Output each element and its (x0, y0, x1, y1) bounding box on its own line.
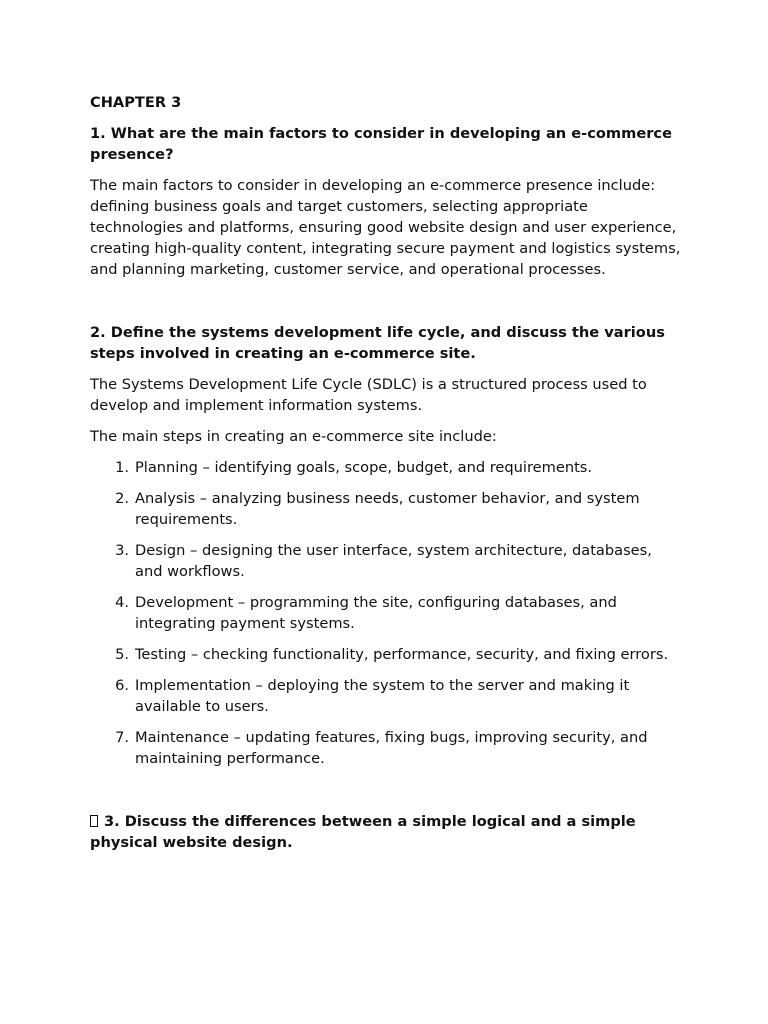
list-item (90, 540, 682, 582)
missing-glyph-icon (90, 815, 98, 827)
step-text: Maintenance – updating features, fixing bugs, improving security, and maintaining performance. (135, 729, 648, 767)
list-item (90, 457, 682, 478)
step-number: 2. (115, 490, 129, 507)
section-spacer (90, 290, 682, 322)
list-item (90, 675, 682, 717)
steps-list (90, 457, 682, 769)
list-item (90, 727, 682, 769)
step-text: Testing – checking functionality, performance, security, and fixing errors. (135, 646, 669, 663)
question-2: 2. Define the systems development life cycle, and discuss the various steps involved in creating an e-commerce site. (90, 324, 665, 362)
step-text: Implementation – deploying the system to the server and making it available to users. (135, 677, 630, 715)
question-3 (90, 811, 682, 853)
question-3-text: 3. Discuss the differences between a simple logical and a simple physical website design. (90, 813, 636, 851)
step-number: 7. (115, 729, 129, 746)
step-number: 6. (115, 677, 129, 694)
step-text: Design – designing the user interface, system architecture, databases, and workflows. (135, 542, 652, 580)
steps-intro: The main steps in creating an e-commerce site include: (90, 428, 497, 445)
step-text: Analysis – analyzing business needs, customer behavior, and system requirements. (135, 490, 640, 528)
sdlc-definition: The Systems Development Life Cycle (SDLC) is a structured process used to develop and implement information systems. (90, 376, 647, 414)
step-number: 1. (115, 459, 129, 476)
step-text: Development – programming the site, configuring databases, and integrating payment systems. (135, 594, 617, 632)
list-item (90, 488, 682, 530)
answer-1: The main factors to consider in developing an e-commerce presence include: defining business goals and target customers, selecting appropriate technologies and platforms, ensuring good website design and user experience, creating high-quality content, integrating secure payment and logistics systems, and planning marketing, customer service, and operational processes. (90, 177, 681, 278)
step-text: Planning – identifying goals, scope, budget, and requirements. (135, 459, 593, 476)
section-spacer (90, 779, 682, 811)
step-number: 3. (115, 542, 129, 559)
step-number: 4. (115, 594, 129, 611)
chapter-heading: CHAPTER 3 (90, 94, 182, 111)
step-number: 5. (115, 646, 129, 663)
list-item (90, 644, 682, 665)
list-item (90, 592, 682, 634)
question-1: 1. What are the main factors to consider in developing an e-commerce presence? (90, 125, 672, 163)
